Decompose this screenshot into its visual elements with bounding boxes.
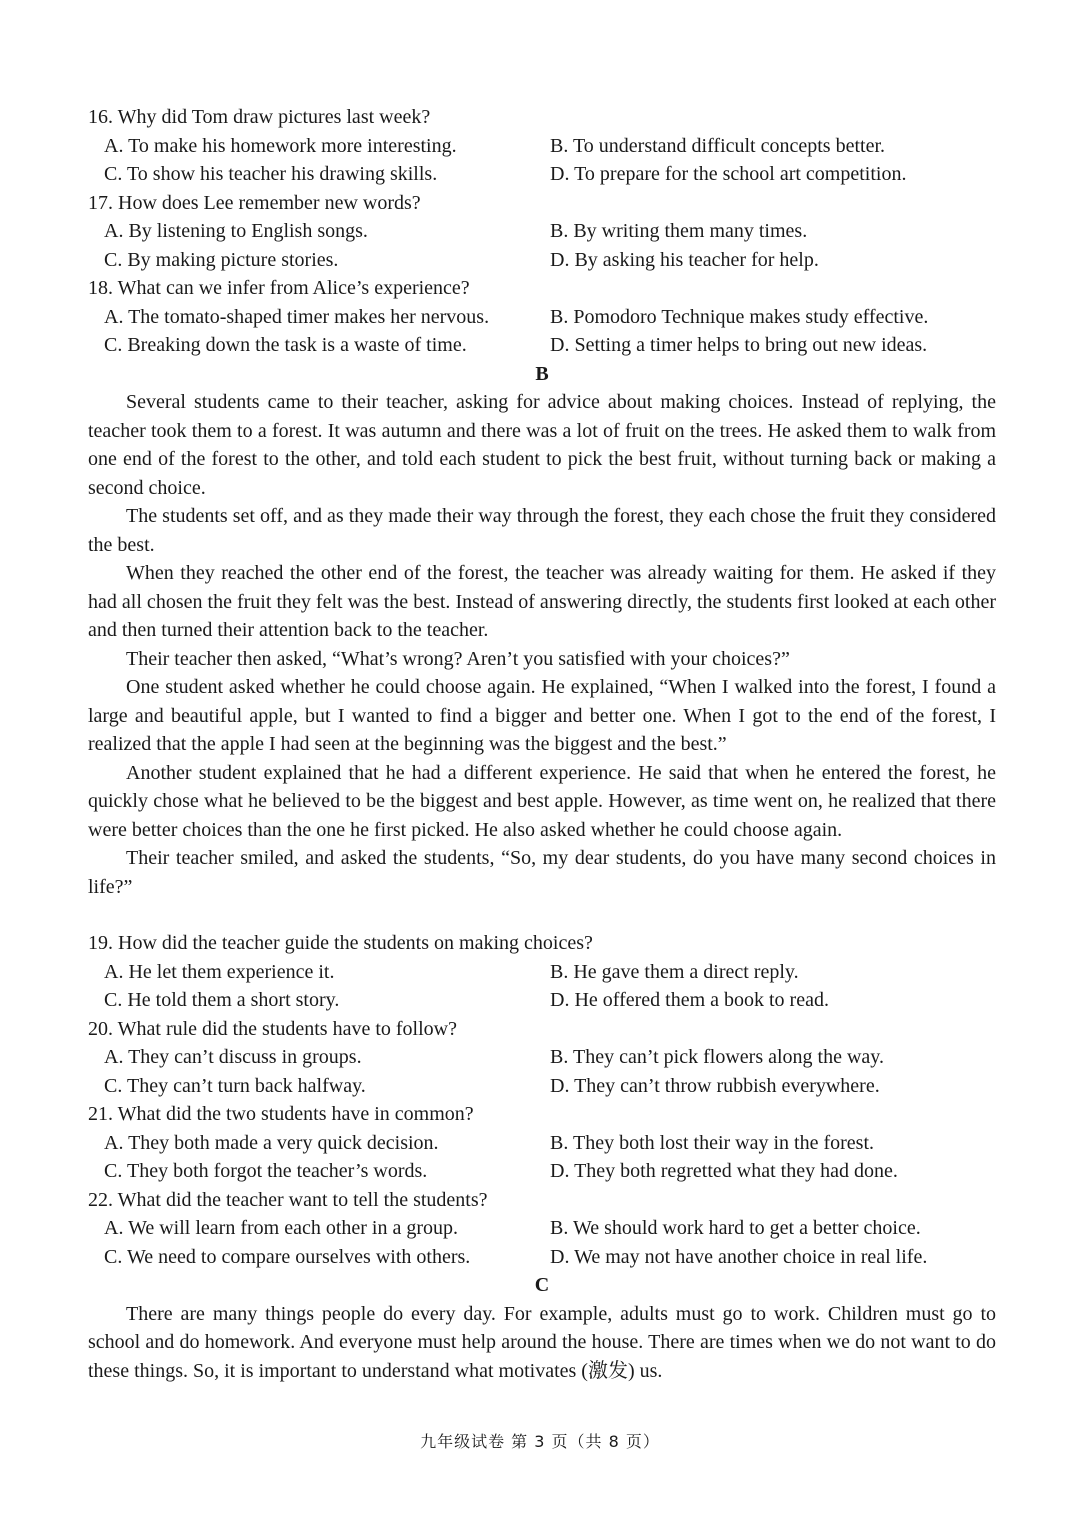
page-content: [88, 103, 996, 1385]
option-d: D. By asking his teacher for help.: [550, 248, 819, 271]
option-b: B. He gave them a direct reply.: [550, 960, 799, 983]
question-17: [88, 189, 996, 275]
passage-paragraph: One student asked whether he could choose again. He explained, “When I walked into the forest, I found a large and beautiful apple, but I wanted to find a bigger and better one. When I got to the end of the forest, I realized that the apple I had seen at the beginning was the biggest and the best.”: [88, 676, 996, 755]
section-c-heading: C: [534, 1274, 550, 1296]
option-a: A. They can’t discuss in groups.: [104, 1046, 362, 1068]
option-b: B. Pomodoro Technique makes study effective.: [550, 305, 929, 328]
question-stem: 22. What did the teacher want to tell the students?: [88, 1188, 488, 1211]
blank-gap: [88, 901, 996, 929]
option-a: A. They both made a very quick decision.: [104, 1131, 439, 1154]
option-c: C. He told them a short story.: [104, 989, 340, 1011]
options: [88, 1214, 996, 1271]
question-stem: 21. What did the two students have in common?: [88, 1103, 474, 1125]
option-b: B. They both lost their way in the forest.: [550, 1131, 875, 1154]
option-b: B. To understand difficult concepts better.: [550, 134, 886, 157]
option-c: C. By making picture stories.: [104, 248, 339, 271]
passage-paragraph: Several students came to their teacher, asking for advice about making choices. Instead of replying, the teacher took them to a forest. It was autumn and there was a lot of fruit on the trees. He asked them to walk from one end of the forest to the other, and told each student to pick the best fruit, without turning back or making a second choice.: [88, 391, 996, 499]
options: [88, 132, 996, 189]
passage-paragraph: The students set off, and as they made their way through the forest, they each chose the fruit they considered the best.: [88, 505, 996, 556]
question-20: [88, 1015, 996, 1101]
question-stem: 20. What rule did the students have to follow?: [88, 1017, 457, 1040]
question-16: [88, 103, 996, 189]
options: [88, 303, 996, 360]
options: [88, 217, 996, 274]
option-b: B. We should work hard to get a better choice.: [550, 1217, 921, 1239]
options: [88, 958, 996, 1015]
option-c: C. To show his teacher his drawing skills.: [104, 163, 438, 185]
option-a: A. To make his homework more interesting.: [104, 134, 457, 157]
option-c: C. They can’t turn back halfway.: [104, 1074, 366, 1097]
option-b: B. They can’t pick flowers along the way.: [550, 1046, 884, 1068]
option-d: D. They both regretted what they had done.: [550, 1160, 898, 1182]
option-b: B. By writing them many times.: [550, 220, 808, 242]
question-19: [88, 929, 996, 1015]
option-d: D. He offered them a book to read.: [550, 989, 829, 1011]
question-stem: 16. Why did Tom draw pictures last week?: [88, 106, 431, 128]
option-d: D. Setting a timer helps to bring out new ideas.: [550, 334, 928, 356]
option-c: C. They both forgot the teacher’s words.: [104, 1160, 428, 1182]
passage-paragraph: When they reached the other end of the forest, the teacher was already waiting for them. He asked if they had all chosen the fruit they felt was the best. Instead of answering directly, the students first looked at each other and then turned their attention back to the teacher.: [88, 562, 996, 641]
question-18: [88, 274, 996, 360]
option-d: D. We may not have another choice in real life.: [550, 1245, 928, 1268]
question-21: [88, 1100, 996, 1186]
passage-paragraph: Their teacher then asked, “What’s wrong? Aren’t you satisfied with your choices?”: [126, 647, 790, 670]
option-d: D. They can’t throw rubbish everywhere.: [550, 1074, 880, 1097]
passage-paragraph: Another student explained that he had a different experience. He said that when he entered the forest, he quickly chose what he believed to be the biggest and best apple. However, as time went on, he realized that there were better choices than the one he first picked. He also asked whether he could choose again.: [88, 761, 996, 841]
option-d: D. To prepare for the school art competition.: [550, 163, 907, 185]
question-22: [88, 1186, 996, 1272]
question-stem: 17. How does Lee remember new words?: [88, 191, 421, 214]
options: [88, 1043, 996, 1100]
option-c: C. Breaking down the task is a waste of time.: [104, 334, 467, 356]
question-stem: 18. What can we infer from Alice’s experience?: [88, 277, 470, 299]
passage-paragraph: Their teacher smiled, and asked the students, “So, my dear students, do you have many second choices in life?”: [88, 847, 996, 898]
passage-paragraph: There are many things people do every day. For example, adults must go to work. Children must go to school and do homework. And everyone must help around the house. There are times when we do not want to do these things. So, it is important to understand what motivates (激发) us.: [88, 1302, 996, 1382]
option-a: A. He let them experience it.: [104, 960, 335, 983]
option-a: A. By listening to English songs.: [104, 220, 368, 242]
page-footer: 九年级试卷 第 3 页（共 8 页）: [420, 1432, 660, 1451]
option-a: A. We will learn from each other in a group.: [104, 1217, 459, 1239]
question-stem: 19. How did the teacher guide the students on making choices?: [88, 932, 593, 954]
option-a: A. The tomato-shaped timer makes her nervous.: [104, 305, 490, 328]
option-c: C. We need to compare ourselves with others.: [104, 1245, 471, 1268]
section-b-heading: B: [535, 362, 549, 385]
options: [88, 1129, 996, 1186]
